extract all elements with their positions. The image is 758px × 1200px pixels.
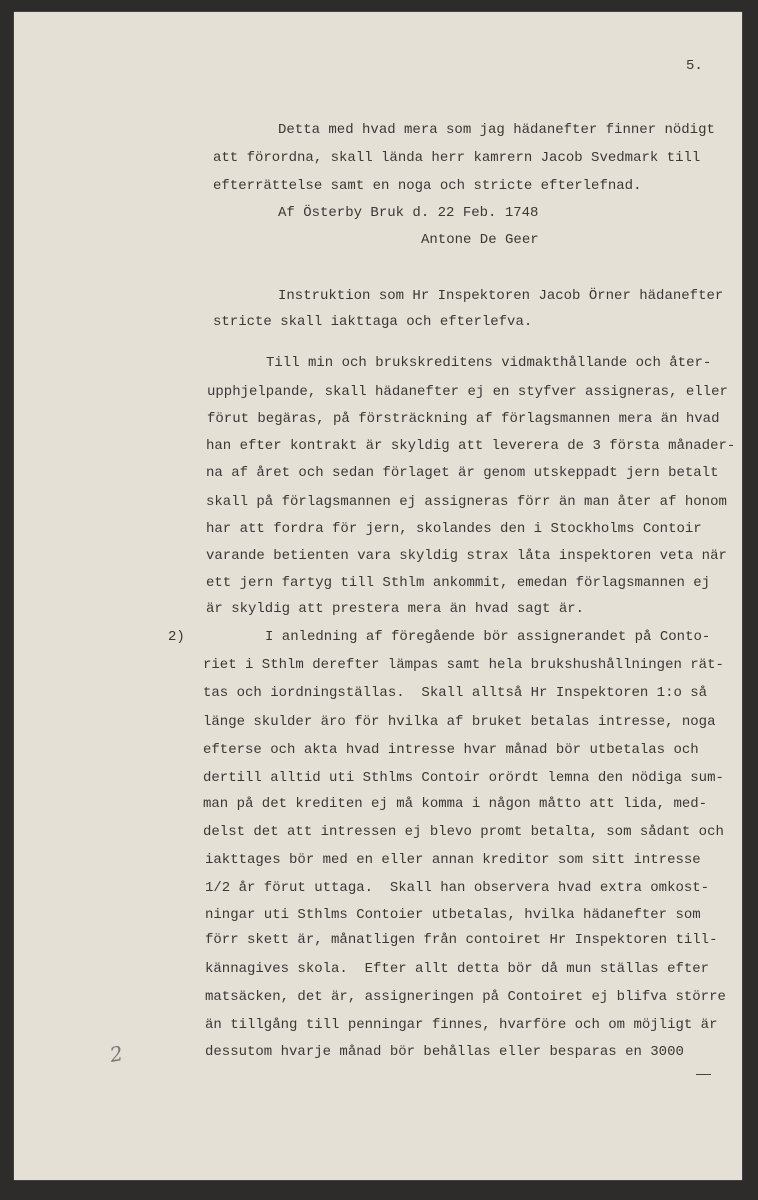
text-line: na af året och sedan förlaget är genom utskeppadt jern betalt: [206, 465, 719, 481]
text-line: Till min och brukskreditens vidmakthållande och åter-: [266, 355, 712, 371]
text-line: delst det att intressen ej blevo promt betalta, som sådant och: [203, 824, 724, 840]
handwritten-margin-mark: 2: [108, 1041, 125, 1067]
text-line: kännagives skola. Efter allt detta bör då mun ställas efter: [205, 961, 710, 977]
text-line: har att fordra för jern, skolandes den i Stockholms Contoir: [206, 521, 702, 537]
text-line: än tillgång till penningar finnes, hvarföre och om möjligt är: [205, 1017, 718, 1033]
text-line: efterse och akta hvad intresse hvar månad bör utbetalas och: [203, 742, 699, 758]
text-line: 1/2 år förut uttaga. Skall han observera hvad extra omkost-: [205, 880, 710, 896]
text-line: skall på förlagsmannen ej assigneras förr än man åter af honom: [206, 494, 727, 510]
text-line: stricte skall iakttaga och efterlefva.: [213, 314, 533, 330]
page-number: 5.: [686, 58, 703, 74]
text-line: man på det krediten ej må komma i någon måtto att lida, med-: [203, 796, 708, 812]
text-line: matsäcken, det är, assigneringen på Contoiret ej blifva större: [205, 989, 726, 1005]
text-line: han efter kontrakt är skyldig att leverera de 3 första månader-: [206, 438, 736, 454]
text-line: iakttages bör med en eller annan kreditor som sitt intresse: [205, 852, 701, 868]
text-line: förr skett är, månatligen från contoiret Hr Inspektoren till-: [205, 932, 718, 948]
text-line: ningar uti Sthlms Contoier utbetalas, hvilka hädanefter som: [205, 907, 701, 923]
text-line: Af Österby Bruk d. 22 Feb. 1748: [278, 205, 539, 221]
text-line: är skyldig att prestera mera än hvad sagt är.: [206, 601, 585, 617]
text-line: varande betienten vara skyldig strax låta inspektoren veta när: [206, 548, 727, 564]
text-line: dertill alltid uti Sthlms Contoir orördt lemna den nödiga sum-: [203, 770, 724, 786]
text-line: Instruktion som Hr Inspektoren Jacob Örner hädanefter: [278, 288, 724, 304]
text-line: tas och iordningställas. Skall alltså Hr Inspektoren 1:o så: [203, 685, 708, 701]
text-line: riet i Sthlm derefter lämpas samt hela brukshushållningen rät-: [203, 657, 724, 673]
section-number: 2): [168, 629, 185, 645]
text-line: upphjelpande, skall hädanefter ej en styfver assigneras, eller: [207, 384, 728, 400]
text-line: dessutom hvarje månad bör behållas eller besparas en 3000: [205, 1044, 684, 1060]
text-line: länge skulder äro för hvilka af bruket betalas intresse, noga: [203, 714, 716, 730]
document-page: [14, 12, 742, 1180]
text-line: Antone De Geer: [421, 232, 539, 248]
text-line: efterrättelse samt en noga och stricte efterlefnad.: [213, 178, 642, 194]
text-line: att förordna, skall lända herr kamrern Jacob Svedmark till: [213, 150, 701, 166]
text-line: ett jern fartyg till Sthlm ankommit, emedan förlagsmannen ej: [206, 575, 711, 591]
text-line: förut begäras, på försträckning af förlagsmannen mera än hvad: [207, 411, 720, 427]
text-line: I anledning af föregående bör assignerandet på Conto-: [265, 629, 711, 645]
dash-mark: [696, 1074, 711, 1075]
text-line: Detta med hvad mera som jag hädanefter finner nödigt: [278, 122, 715, 138]
